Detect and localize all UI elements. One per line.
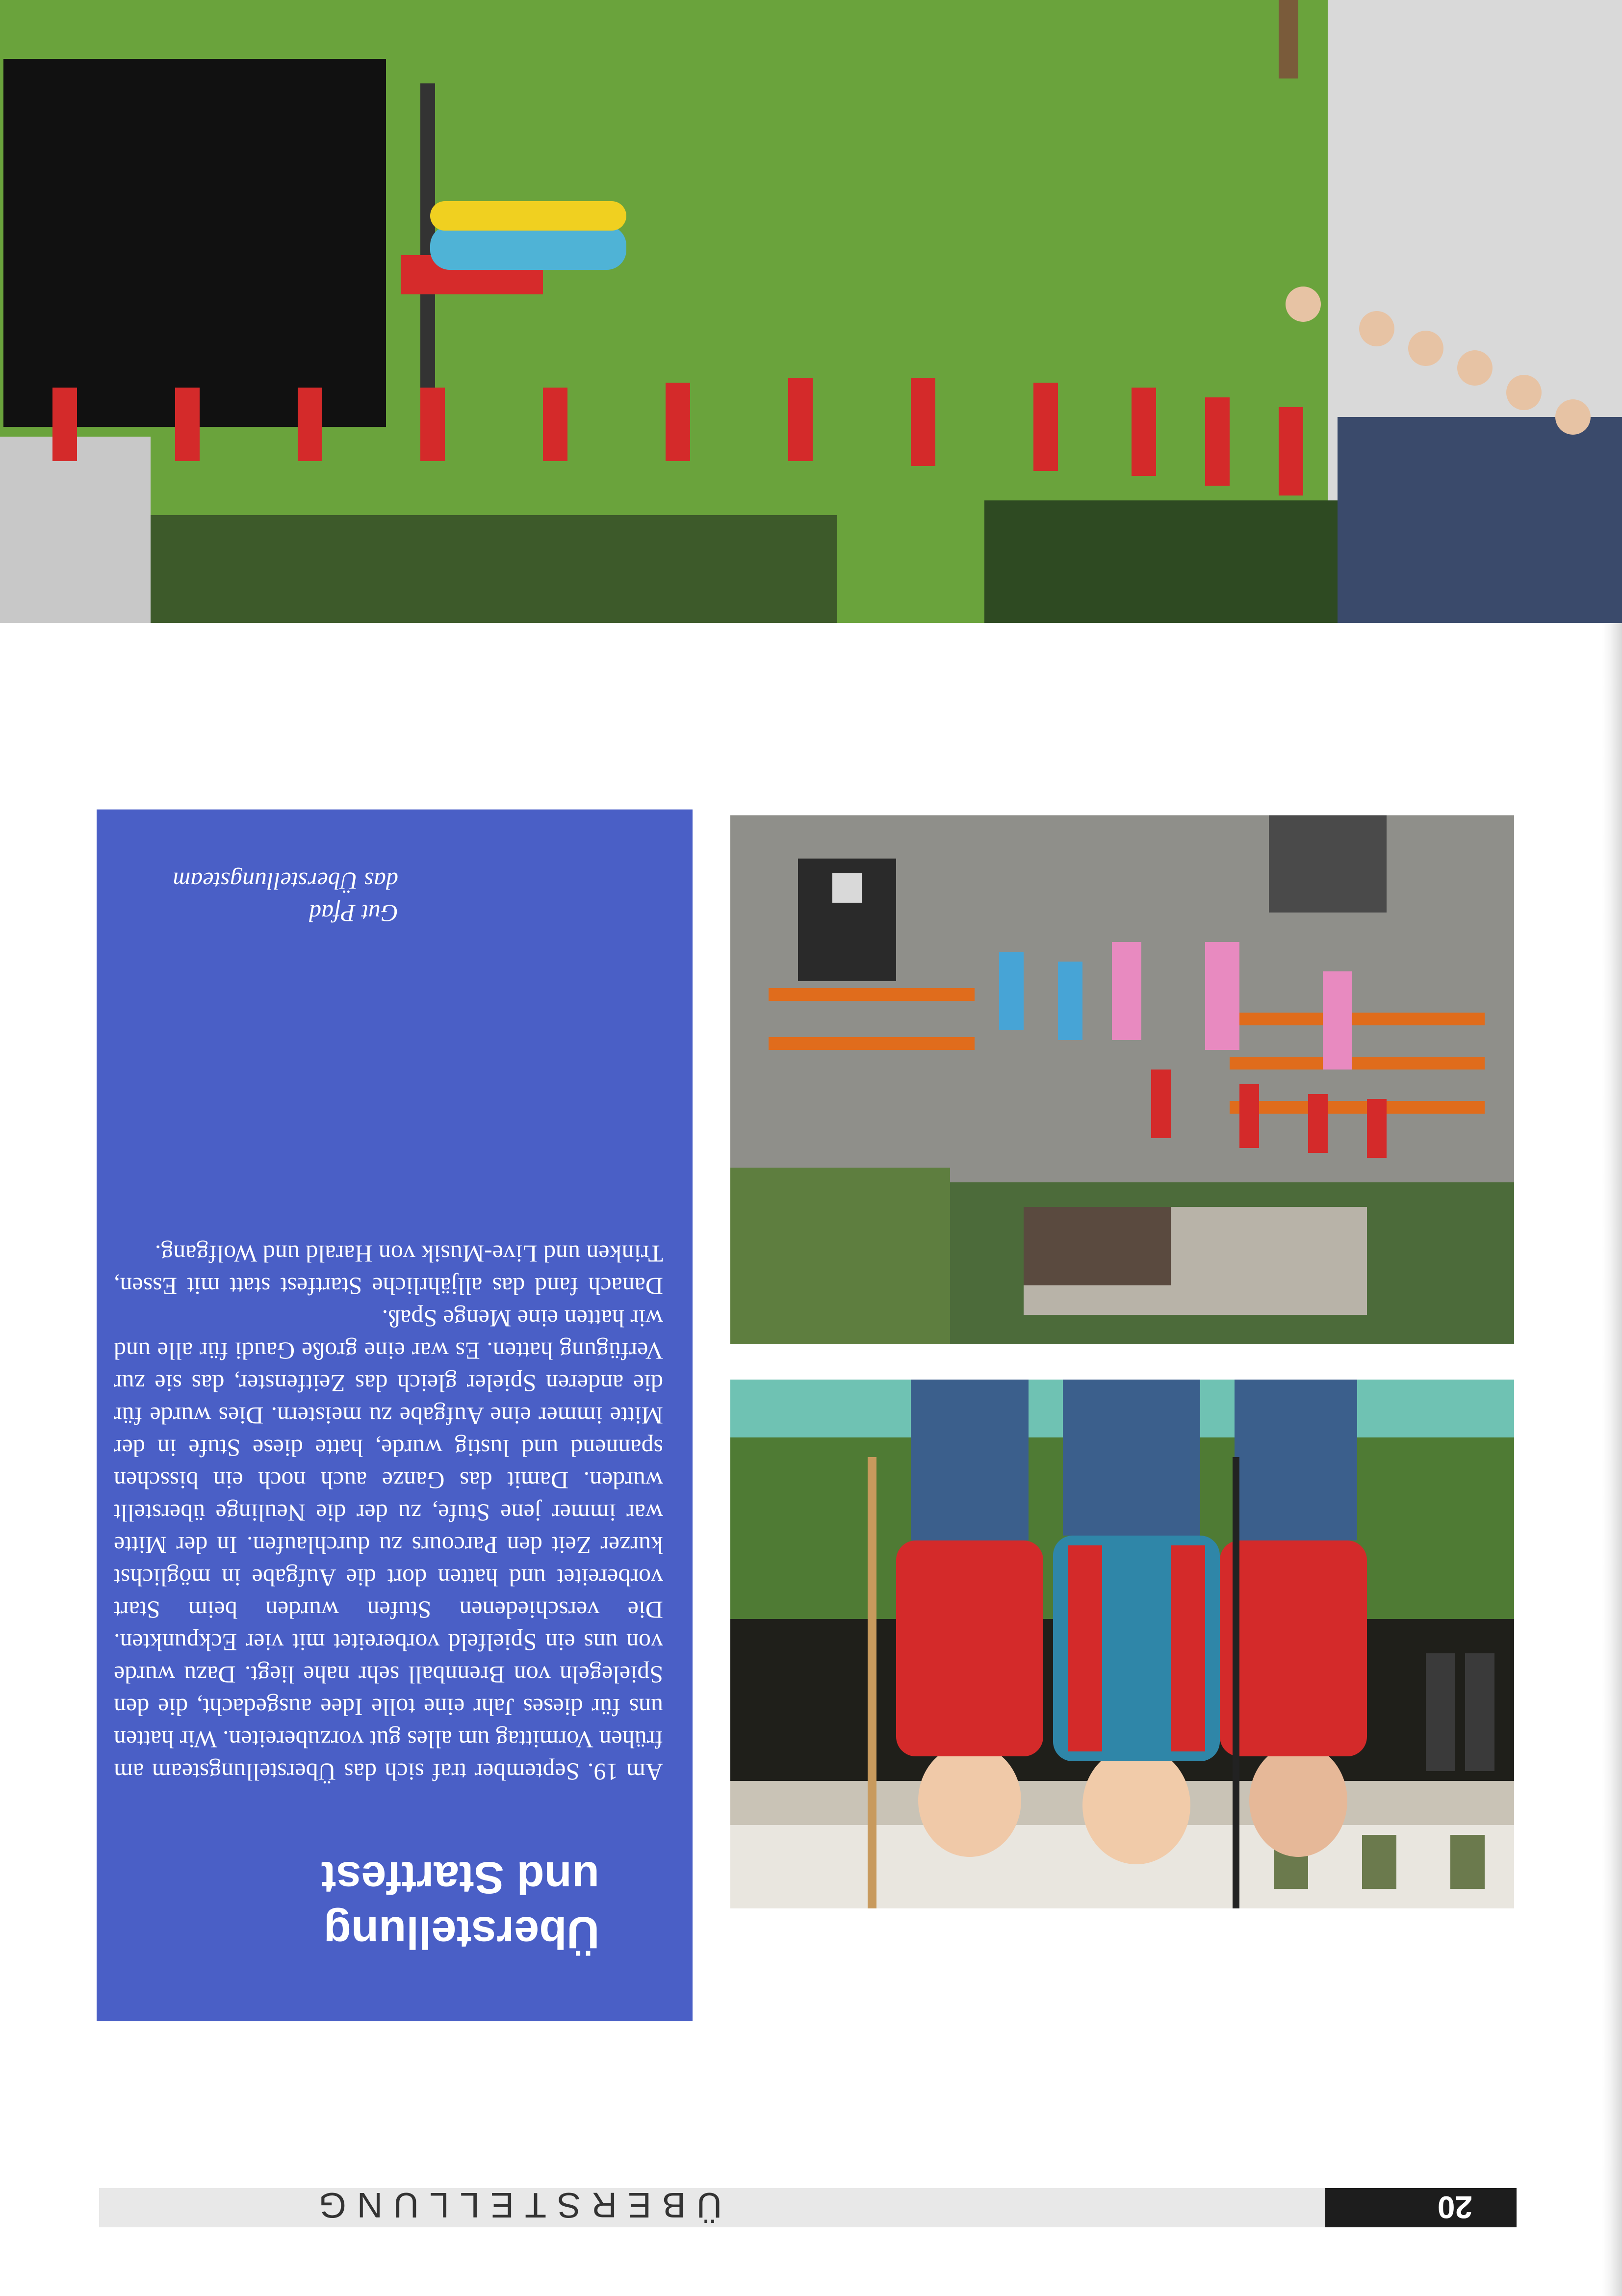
- photo-crowd-meadow-image: [0, 0, 1622, 623]
- article-body: [114, 1238, 663, 1788]
- article-panel: [97, 809, 693, 2021]
- article-title-line-2: und Startfest: [321, 1852, 599, 1903]
- article-signoff: [124, 865, 398, 930]
- photo-scout-leaders: [730, 1380, 1514, 1908]
- photo-scout-leaders-image: [730, 1380, 1514, 1908]
- photo-crowd-meadow: [0, 0, 1622, 623]
- photo-startfest-image: [730, 815, 1514, 1344]
- page-number-box: [1325, 2188, 1517, 2227]
- signoff-greeting: Gut Pfad: [309, 900, 398, 927]
- signoff-team: das Überstellungsteam: [173, 867, 398, 895]
- article-paragraph-2: Danach fand das alljährliche Startfest statt mit Essen, Trinken und Live-Musik von Harald und Wolfgang.: [114, 1240, 663, 1300]
- photo-startfest: [730, 815, 1514, 1344]
- article-title-line-1: Überstellung: [323, 1907, 599, 1957]
- article-title: [129, 1850, 599, 1960]
- section-title: ÜBERSTELLUNG: [308, 2185, 722, 2224]
- page-number: 20: [1437, 2190, 1472, 2225]
- article-paragraph-1: Am 19. September traf sich das Überstellungsteam am frühen Vormittag um alles gut vorzubereiten. Wir hatten uns für dieses Jahr eine tolle Idee ausgedacht, die den Spielegeln von Brennball sehr nahe liegt. Dazu wurde von uns ein Spielfeld vorbereitet mit vier Eckpunkten. Die verschiedenen Stufen wurden beim Start vorbereitet und hatten dort die Aufgabe in möglichst kurzer Zeit den Parcours zu durchlaufen. In der Mitte war immer jene Stufe, zu der die Neulinge überstellt wurden. Damit das Ganze auch noch ein bisschen spannend und lustig wurde, hatte diese Stufe in der Mitte immer eine Aufgabe zu meistern. Dies wurde für die anderen Spieler gleich das Zeitfenster, das sie zur Verfügung hatten. Es war eine große Gaudi für alle und wir hatten eine Menge Spaß.: [114, 1305, 663, 1786]
